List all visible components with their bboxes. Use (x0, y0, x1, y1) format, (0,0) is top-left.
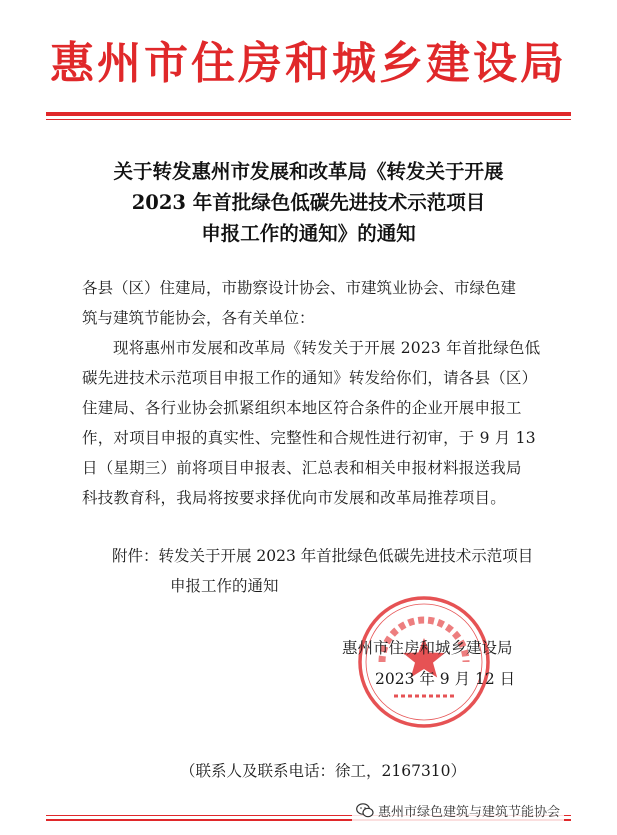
attachment-note (112, 541, 572, 601)
title-line: 关于转发惠州市发展和改革局《转发关于开展 (113, 160, 504, 183)
body-line: 现将惠州市发展和改革局《转发关于开展 2023 年首批绿色低 (113, 339, 541, 357)
wechat-watermark (352, 797, 564, 823)
title-line: 2023 年首批绿色低碳先进技术示范项目 (131, 191, 486, 214)
wechat-icon (356, 803, 374, 818)
issuer-header-title: 惠州市住房和城乡建设局 (50, 38, 567, 89)
recipients-paragraph (82, 273, 542, 333)
attachment-line: 申报工作的通知 (170, 577, 279, 595)
sign-date: 2023 年 9 月 12 日 (375, 670, 516, 688)
header-red-rule-thick (46, 112, 571, 116)
watermark-text: 惠州市绿色建筑与建筑节能协会 (378, 804, 561, 820)
contact-info: （联系人及联系电话：徐工，2167310） (180, 762, 467, 780)
signer-name: 惠州市住房和城乡建设局 (342, 639, 513, 657)
recipients-line: 各县（区）住建局，市勘察设计协会、市建筑业协会、市绿色建 (82, 279, 517, 297)
body-line: 日（星期三）前将项目申报表、汇总表和相关申报材料报送我局 (82, 459, 522, 477)
body-paragraph (82, 333, 552, 513)
document-title (40, 156, 577, 249)
body-line: 碳先进技术示范项目申报工作的通知》转发给你们，请各县（区） (82, 369, 538, 387)
body-line: 住建局、各行业协会抓紧组织本地区符合条件的企业开展申报工 (82, 399, 522, 417)
attachment-line: 附件：转发关于开展 2023 年首批绿色低碳先进技术示范项目 (112, 547, 534, 565)
title-line: 申报工作的通知》的通知 (201, 222, 416, 245)
recipients-line: 筑与建筑节能协会，各有关单位： (82, 309, 315, 327)
header-red-rule-thin (46, 119, 571, 120)
body-line: 作，对项目申报的真实性、完整性和合规性进行初审，于 9 月 13 (82, 429, 536, 447)
body-line: 科技教育科，我局将按要求择优向市发展和改革局推荐项目。 (82, 489, 506, 507)
